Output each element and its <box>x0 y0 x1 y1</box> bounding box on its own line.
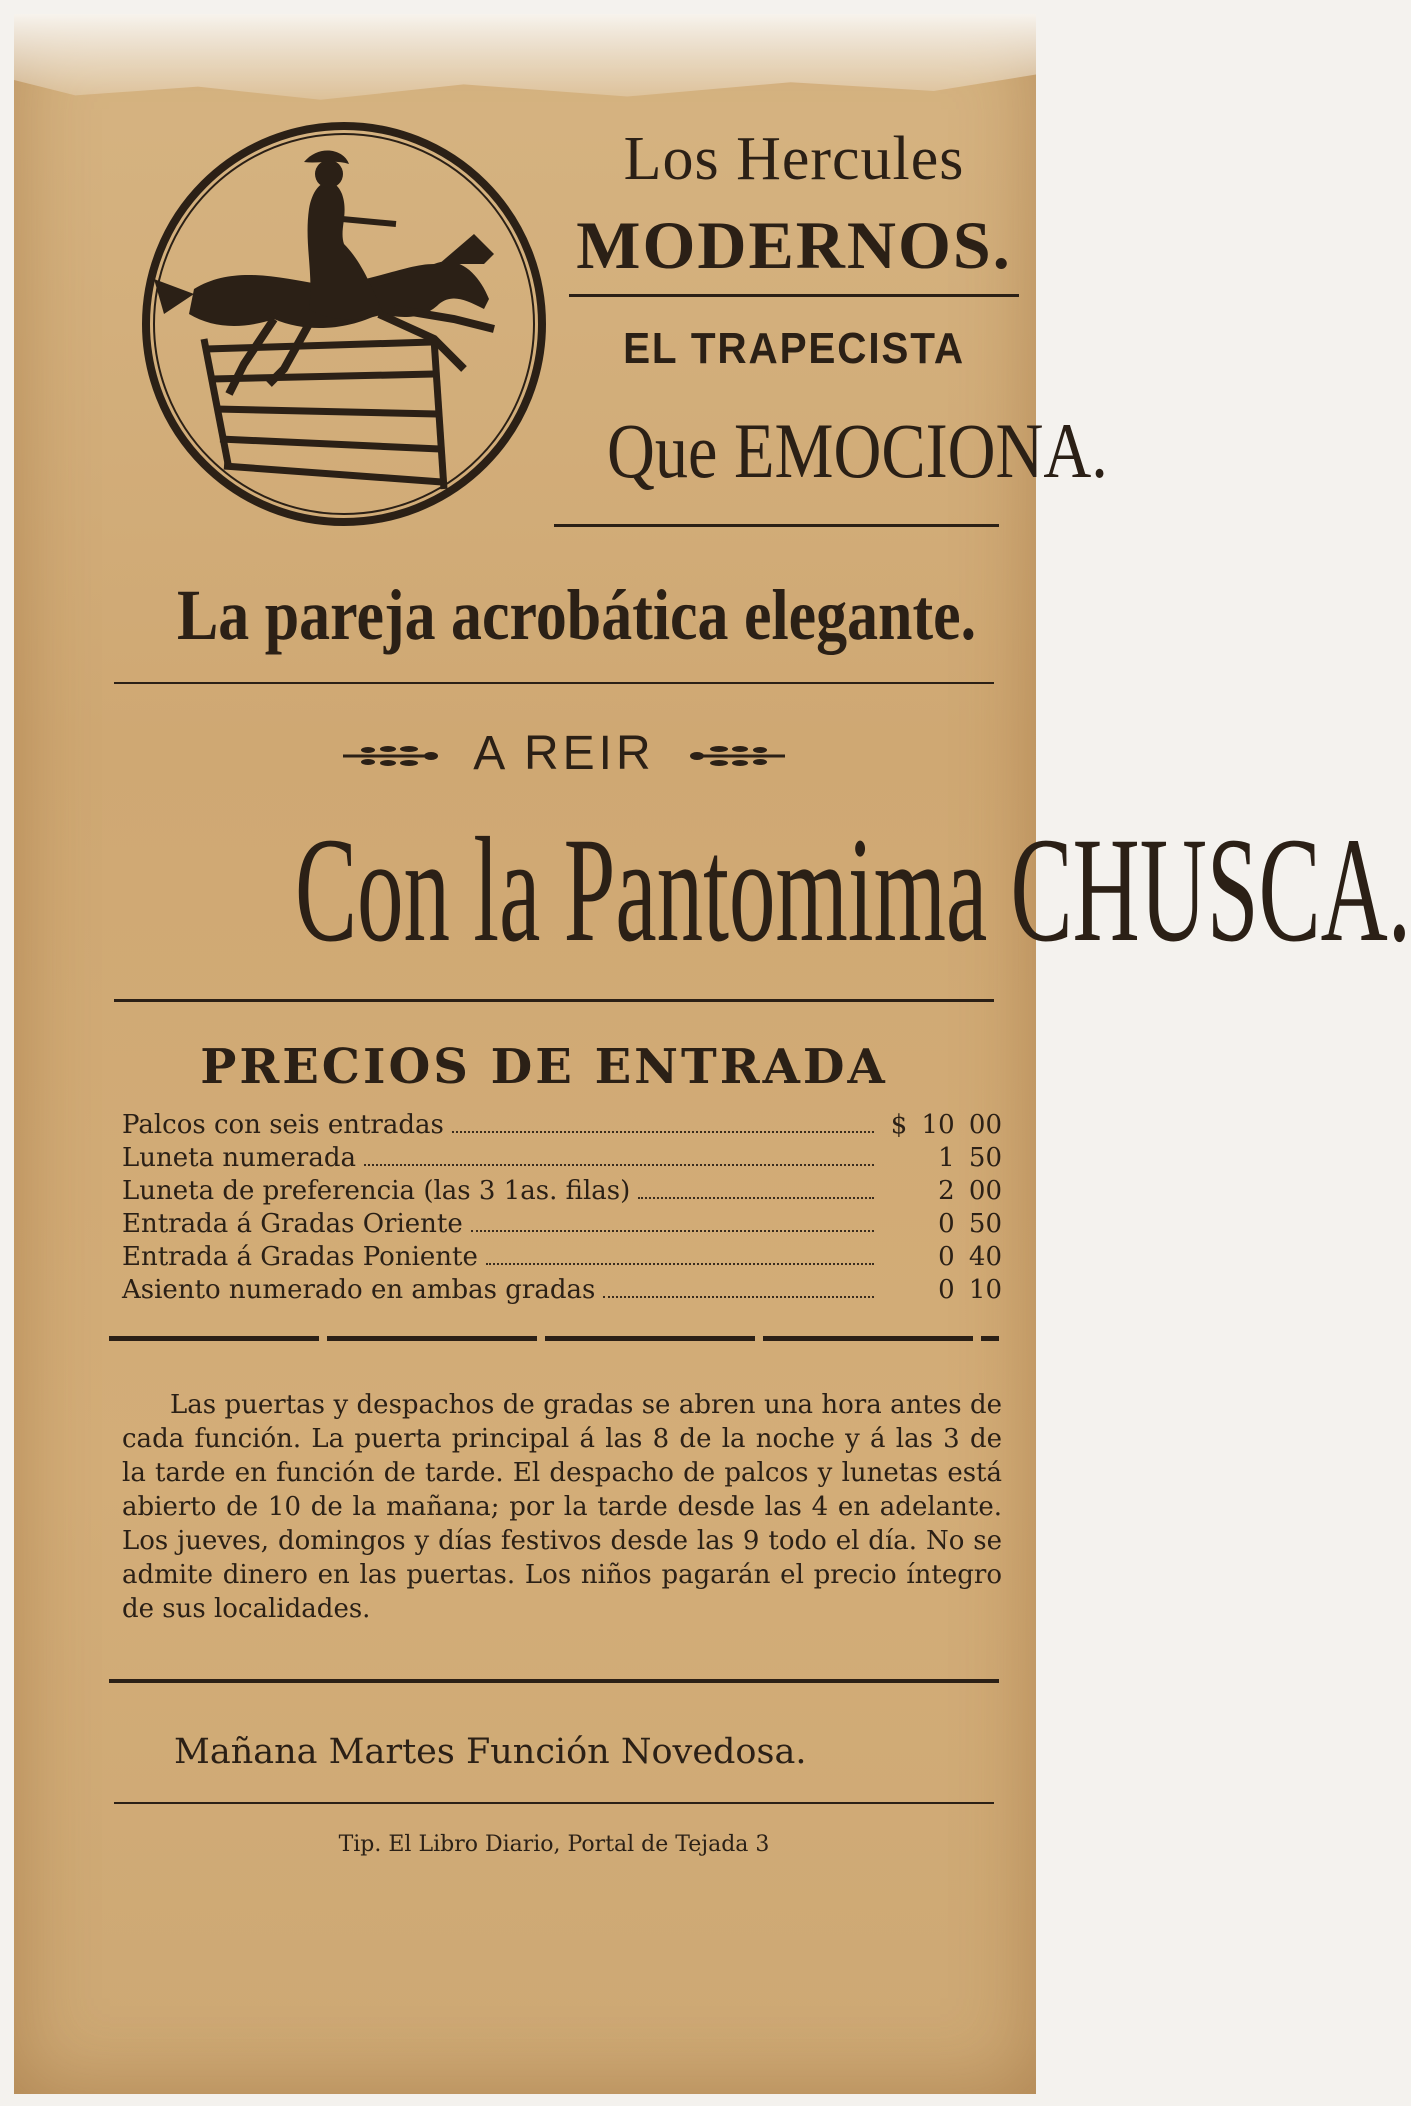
printer-imprint: Tip. El Libro Diario, Portal de Tejada 3 <box>338 1832 770 1857</box>
announcement: Mañana Martes Función Novedosa. <box>174 1732 807 1772</box>
subtitle-rule <box>554 524 999 527</box>
price-row <box>122 1242 1002 1275</box>
price-label: Entrada á Gradas Poniente <box>122 1242 478 1272</box>
title-rule <box>569 294 1019 297</box>
price-table <box>122 1110 1002 1308</box>
reir-text: A REIR <box>473 727 655 780</box>
headline: La pareja acrobática elegante. <box>177 575 977 655</box>
pantomima-headline: Con la Pantomima CHUSCA. <box>295 807 1411 973</box>
price-label: Luneta de preferencia (las 3 1as. filas) <box>122 1176 631 1206</box>
price-row <box>122 1176 1002 1209</box>
poster-sheet <box>14 14 1411 2094</box>
price-label: Palcos con seis entradas <box>122 1110 444 1140</box>
prices-heading: PRECIOS DE ENTRADA <box>200 1039 888 1095</box>
subtitle-line-1: EL TRAPECISTA <box>623 324 965 373</box>
price-row <box>122 1209 1002 1242</box>
price-row <box>122 1110 1002 1143</box>
price-amount: $ 10 00 <box>890 1110 1002 1140</box>
pantomima-rule <box>114 999 994 1002</box>
price-row <box>122 1275 1002 1308</box>
info-paragraph: Las puertas y despachos de gradas se abren una hora antes de cada función. La puerta principal á las 8 de la noche y á las 3 de la tarde en función de tarde. El despacho de palcos y lunetas está abierto de 10 de la mañana; por la tarde desde las 4 en adelante. Los jueves, domingos y días festivos desde las 9 todo el día. No se admite dinero en las puertas. Los niños pagarán el precio íntegro de sus localidades. <box>122 1390 1002 1624</box>
price-amount: 0 40 <box>938 1242 1002 1272</box>
price-amount: 2 00 <box>938 1176 1002 1206</box>
price-amount: 1 50 <box>938 1143 1002 1173</box>
price-amount: 0 50 <box>938 1209 1002 1239</box>
headline-rule <box>114 682 994 684</box>
horse-rider-illustration <box>134 114 554 534</box>
prices-rule <box>109 1336 999 1341</box>
price-row <box>122 1143 1002 1176</box>
price-label: Entrada á Gradas Oriente <box>122 1209 463 1239</box>
subtitle-line-2: Que EMOCIONA. <box>607 407 1108 494</box>
title-line-1: Los Hercules <box>623 125 965 193</box>
left-sprig-icon <box>343 741 438 771</box>
announcement-rule <box>114 1802 994 1804</box>
info-rule <box>109 1679 999 1683</box>
reir-banner <box>294 726 834 781</box>
right-sprig-icon <box>690 741 785 771</box>
title-line-2: MODERNOS. <box>576 207 1012 283</box>
price-amount: 0 10 <box>938 1275 1002 1305</box>
price-label: Asiento numerado en ambas gradas <box>122 1275 596 1305</box>
price-label: Luneta numerada <box>122 1143 356 1173</box>
